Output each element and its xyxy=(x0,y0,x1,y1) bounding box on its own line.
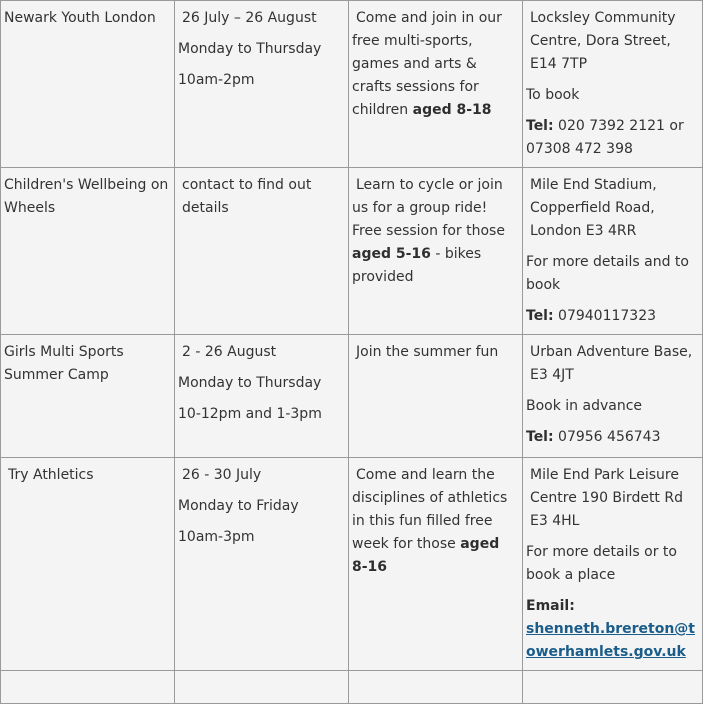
dates-line: 10-12pm and 1-3pm xyxy=(178,406,322,422)
table-row xyxy=(1,335,703,458)
contact-line xyxy=(526,115,699,161)
description-cell xyxy=(349,458,523,671)
description-text: Come and learn the disciplines of athletics in this fun filled free week for those xyxy=(352,467,508,552)
booking-note: To book xyxy=(526,87,580,103)
activity-name-cell xyxy=(1,1,175,168)
activity-name: Children's Wellbeing on Wheels xyxy=(4,177,169,216)
venue-cell xyxy=(523,1,703,168)
empty-cell xyxy=(1,671,175,704)
age-range: aged 8-16 xyxy=(352,536,500,575)
venue-cell xyxy=(523,168,703,335)
dates-line: Monday to Thursday xyxy=(178,375,322,391)
dates-line: 10am-3pm xyxy=(178,529,255,545)
activity-name-cell xyxy=(1,335,175,458)
venue-cell xyxy=(523,335,703,458)
contact-line xyxy=(526,595,699,664)
activity-name: Girls Multi Sports Summer Camp xyxy=(4,344,124,383)
empty-cell xyxy=(175,671,349,704)
dates-cell xyxy=(175,335,349,458)
table-row xyxy=(1,671,703,704)
dates-line: 26 - 30 July xyxy=(182,467,262,483)
empty-cell xyxy=(523,671,703,704)
description-suffix: - bikes provided xyxy=(352,246,482,285)
empty-cell xyxy=(349,671,523,704)
booking-note: Book in advance xyxy=(526,398,643,414)
description-text: Join the summer fun xyxy=(356,344,499,360)
email-link[interactable]: shenneth.brereton@towerhamlets.gov.uk xyxy=(526,621,695,660)
booking-note: For more details or to book a place xyxy=(526,544,677,583)
venue-address: Mile End Park Leisure Centre 190 Birdett Rd E3 4HL xyxy=(530,467,683,529)
phone-number[interactable]: 07956 456743 xyxy=(558,429,661,445)
description-cell xyxy=(349,335,523,458)
venue-address: Urban Adventure Base, E3 4JT xyxy=(530,344,693,383)
description-cell xyxy=(349,1,523,168)
phone-number[interactable]: 07940117323 xyxy=(558,308,657,324)
description-text: Come and join in our free multi-sports, games and arts & crafts sessions for children xyxy=(352,10,502,118)
dates-cell xyxy=(175,458,349,671)
dates-cell xyxy=(175,1,349,168)
venue-cell xyxy=(523,458,703,671)
activity-name: Newark Youth London xyxy=(4,10,156,26)
table-row xyxy=(1,168,703,335)
contact-label: Email: xyxy=(526,598,575,614)
dates-cell xyxy=(175,168,349,335)
venue-address: Mile End Stadium, Copperfield Road, London E3 4RR xyxy=(530,177,657,239)
contact-label: Tel: xyxy=(526,118,554,134)
activity-name: Try Athletics xyxy=(8,467,94,483)
booking-note: For more details and to book xyxy=(526,254,689,293)
age-range: aged 5-16 xyxy=(352,246,431,262)
activity-name-cell xyxy=(1,458,175,671)
contact-line xyxy=(526,426,699,449)
dates-line: 2 - 26 August xyxy=(182,344,277,360)
age-range: aged 8-18 xyxy=(412,102,492,118)
dates-line: Monday to Friday xyxy=(178,498,299,514)
activity-name-cell xyxy=(1,168,175,335)
dates-line: contact to find out details xyxy=(182,177,312,216)
contact-line xyxy=(526,305,699,328)
contact-label: Tel: xyxy=(526,308,554,324)
description-text: Learn to cycle or join us for a group ride! Free session for those xyxy=(352,177,505,239)
table-row xyxy=(1,1,703,168)
table-row xyxy=(1,458,703,671)
venue-address: Locksley Community Centre, Dora Street, E14 7TP xyxy=(530,10,676,72)
dates-line: 26 July – 26 August xyxy=(182,10,317,26)
description-cell xyxy=(349,168,523,335)
phone-number[interactable]: 020 7392 2121 or 07308 472 398 xyxy=(526,118,684,157)
contact-label: Tel: xyxy=(526,429,554,445)
dates-line: Monday to Thursday xyxy=(178,41,322,57)
dates-line: 10am-2pm xyxy=(178,72,255,88)
